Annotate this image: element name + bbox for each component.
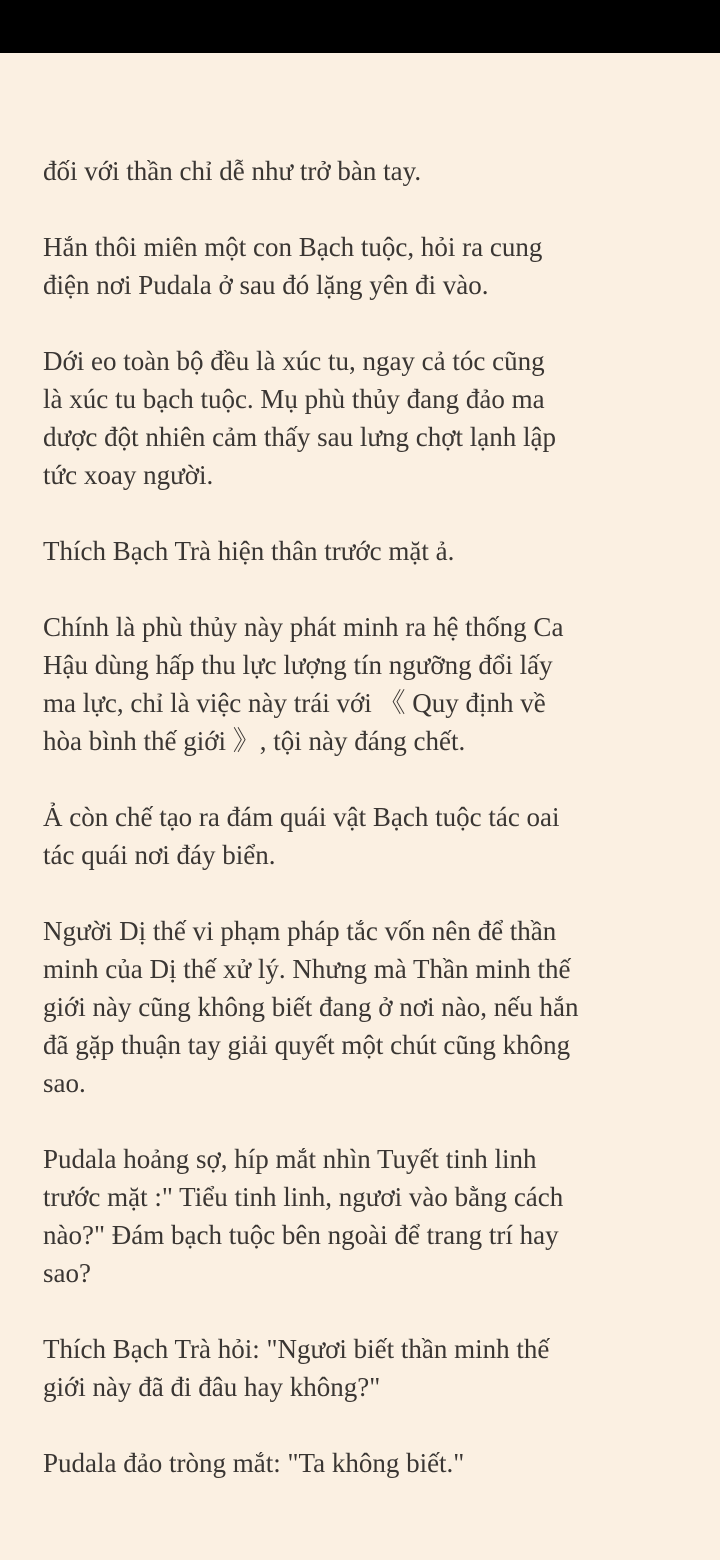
paragraph: Thích Bạch Trà hỏi: "Ngươi biết thần minh thế giới này đã đi đâu hay không?" — [43, 1334, 550, 1402]
paragraph: Pudala hoảng sợ, híp mắt nhìn Tuyết tinh linh trước mặt :" Tiểu tinh linh, ngươi vào bằng cách nào?" Đám bạch tuộc bên ngoài để trang trí hay sao? — [43, 1144, 564, 1288]
status-bar — [0, 0, 720, 53]
paragraph: Pudala đảo tròng mắt: "Ta không biết." — [43, 1448, 465, 1478]
paragraph: Người Dị thế vi phạm pháp tắc vốn nên để thần minh của Dị thế xử lý. Nhưng mà Thần minh thế giới này cũng không biết đang ở nơi nào, nếu hắn đã gặp thuận tay giải quyết một chút cũng không sao. — [43, 916, 579, 1098]
paragraph: Hắn thôi miên một con Bạch tuộc, hỏi ra cung điện nơi Pudala ở sau đó lặng yên đi vào. — [43, 232, 543, 300]
paragraph: đối với thần chỉ dễ như trở bàn tay. — [43, 156, 422, 186]
paragraph: Chính là phù thủy này phát minh ra hệ thống Ca Hậu dùng hấp thu lực lượng tín ngưỡng đổi lấy ma lực, chỉ là việc này trái với 《 Quy định về hòa bình thế giới 》, tội này đáng chết. — [43, 612, 564, 756]
reader-content[interactable] — [43, 152, 668, 1520]
paragraph: Dới eo toàn bộ đều là xúc tu, ngay cả tóc cũng là xúc tu bạch tuộc. Mụ phù thủy đang đảo ma dược đột nhiên cảm thấy sau lưng chợt lạnh lập tức xoay người. — [43, 346, 556, 490]
paragraph: Thích Bạch Trà hiện thân trước mặt ả. — [43, 536, 455, 566]
paragraph: Ả còn chế tạo ra đám quái vật Bạch tuộc tác oai tác quái nơi đáy biển. — [43, 802, 560, 870]
